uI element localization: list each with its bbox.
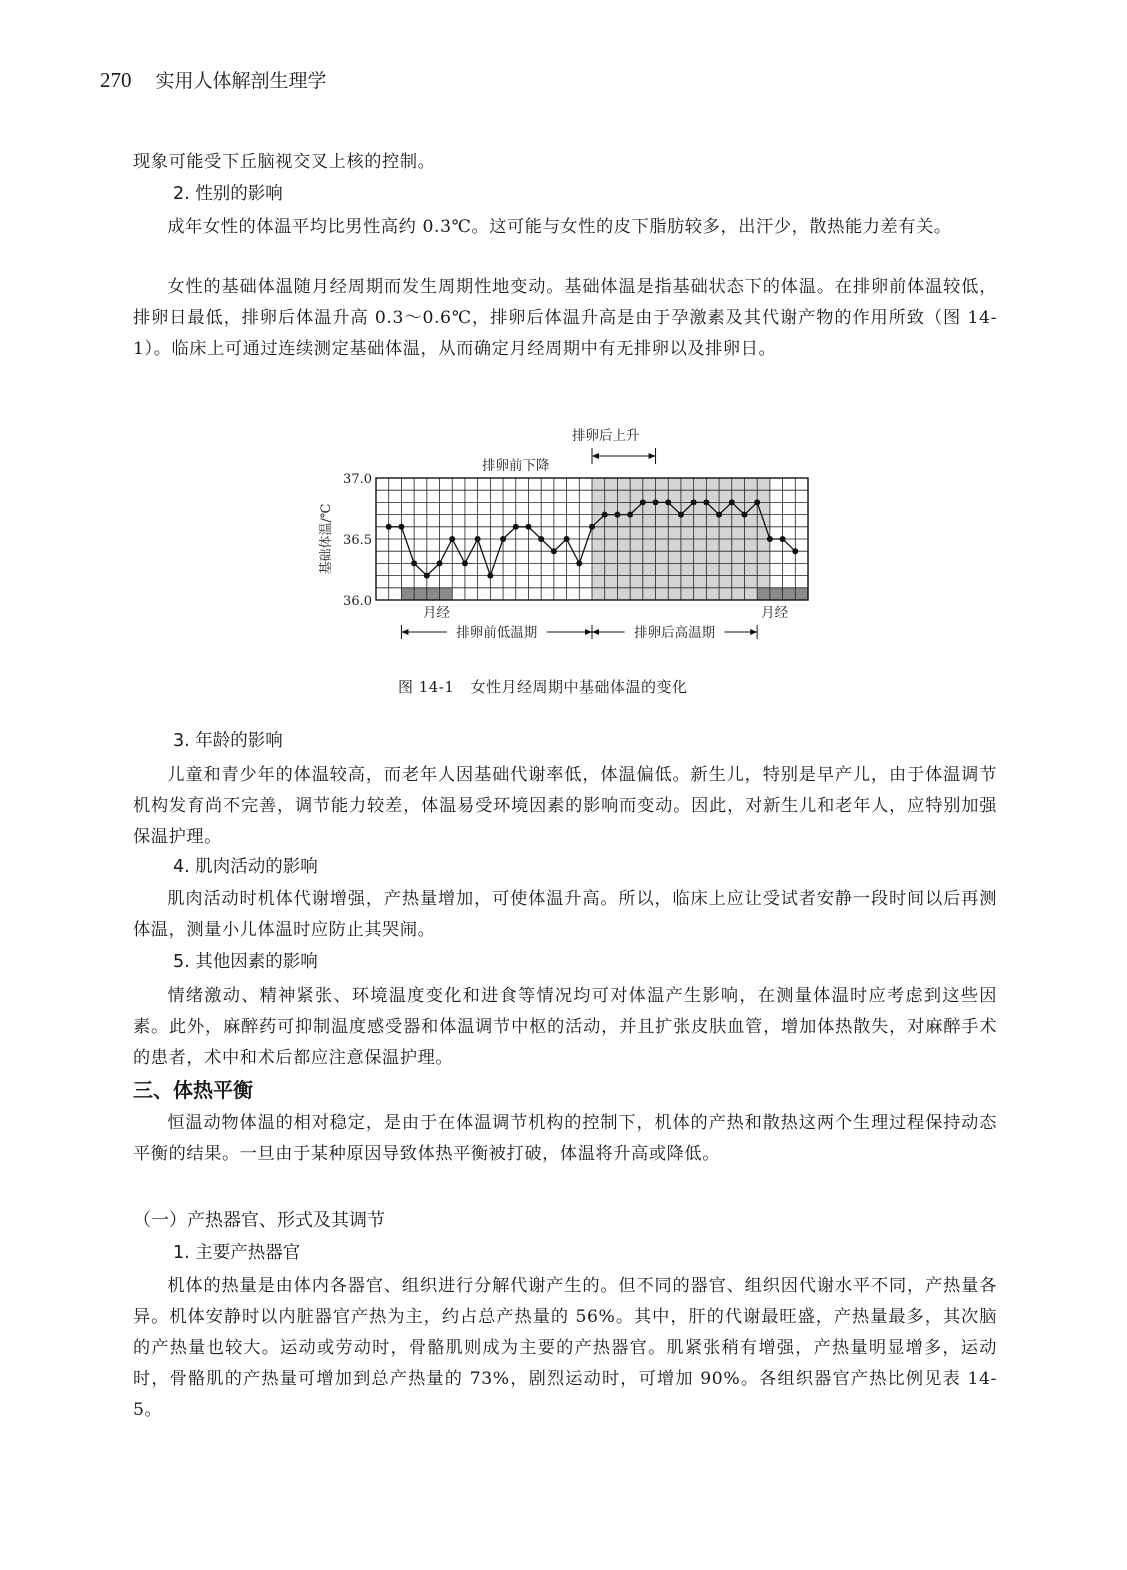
data-point [665,499,671,505]
data-point [792,548,798,554]
heading-muscle-influence: 4. 肌肉活动的影响 [173,857,318,877]
annotation-post-ovulation-rise: 排卵后上升 [571,428,640,444]
annotation-menses-right: 月经 [761,605,789,621]
y-tick-label: 36.5 [343,533,372,548]
data-point [614,512,620,518]
paragraph-basal-temperature: 女性的基础体温随月经周期而发生周期性地变动。基础体温是指基础状态下的体温。在排卵前体温较低，排卵日最低，排卵后体温升高 0.3～0.6℃，排卵后体温升高是由于孕激素及其代谢产物的作用所致（图 14-1）。临床上可通过连续测定基础体温，从而确定月经周期中有无排卵以及排卵日。 [133,277,997,359]
figure-caption [398,676,703,697]
paragraph-heat-balance: 恒温动物体温的相对稳定，是由于在体温调节机构的控制下，机体的产热和散热这两个生理过程保持动态平衡的结果。一旦由于某种原因导致体热平衡被打破，体温将升高或降低。 [133,1113,997,1164]
arrow-head [585,629,592,635]
paragraph-muscle: 肌肉活动时机体代谢增强，产热量增加，可使体温升高。所以，临床上应让受试者安静一段时间以后再测体温，测量小儿体温时应防止其哭闹。 [133,889,997,940]
arrow-head [750,629,757,635]
figure-title: 女性月经周期中基础体温的变化 [470,678,688,696]
data-point [564,536,570,542]
heading-age-influence: 3. 年龄的影响 [173,731,283,751]
paragraph-continuation: 现象可能受下丘脑视交叉上核的控制。 [133,152,436,172]
data-point [487,573,493,579]
data-point [424,573,430,579]
heading-main-heat-organs: 1. 主要产热器官 [173,1243,301,1263]
data-point [500,536,506,542]
data-point [538,536,544,542]
data-point [525,524,531,530]
annotation-low-phase: 排卵前低温期 [456,625,538,641]
data-point [767,536,773,542]
data-point [716,512,722,518]
arrow-head [592,453,599,459]
paragraph-other-factors: 情绪激动、精神紧张、环境温度变化和进食等情况均可对体温产生影响，在测量体温时应考虑到这些因素。此外，麻醉药可抑制温度感受器和体温调节中枢的活动，并且扩张皮肤血管，增加体热散失，对麻醉手术的患者，术中和术后都应注意保温护理。 [133,986,997,1068]
data-point [576,560,582,566]
section-heading-heat-balance: 三、体热平衡 [133,1078,253,1102]
subsection-heading-heat-production: （一）产热器官、形式及其调节 [133,1210,385,1231]
annotation-menses-left: 月经 [423,605,451,621]
heading-sex-influence: 2. 性别的影响 [173,184,283,204]
data-point [386,524,392,530]
data-point [602,512,608,518]
y-tick-label: 36.0 [343,594,372,609]
data-point [703,499,709,505]
data-point [653,499,659,505]
annotation-pre-ovulation-drop: 排卵前下降 [482,458,550,474]
data-point [691,499,697,505]
heading-other-factors: 5. 其他因素的影响 [173,952,318,972]
paragraph-age: 儿童和青少年的体温较高，而老年人因基础代谢率低，体温偏低。新生儿，特别是早产儿，由于体温调节机构发育尚不完善，调节能力较差，体温易受环境因素的影响而变动。因此，对新生儿和老年人，应特别加强保温护理。 [133,765,997,847]
data-point [754,499,760,505]
arrow-head [592,629,599,635]
data-point [513,524,519,530]
data-point [411,560,417,566]
data-point [729,499,735,505]
arrow-head [649,453,656,459]
paragraph-sex-difference: 成年女性的体温平均比男性高约 0.3℃。这可能与女性的皮下脂肪较多，出汗少，散热能力差有关。 [167,217,952,237]
data-point [741,512,747,518]
data-point [589,524,595,530]
data-point [627,512,633,518]
data-point [398,524,404,530]
figure-number: 图 14-1 [398,678,455,696]
running-header [100,66,327,93]
annotation-high-phase: 排卵后高温期 [634,625,716,641]
book-title: 实用人体解剖生理学 [155,70,327,92]
data-point [640,499,646,505]
y-tick-label: 37.0 [343,472,372,487]
page-number: 270 [100,68,132,92]
y-axis-label: 基础体温/℃ [319,503,334,575]
basal-temperature-chart [300,420,830,660]
data-point [462,560,468,566]
arrow-head [401,629,408,635]
data-point [678,512,684,518]
data-point [437,560,443,566]
data-point [449,536,455,542]
data-point [780,536,786,542]
paragraph-heat-organs: 机体的热量是由体内各器官、组织进行分解代谢产生的。但不同的器官、组织因代谢水平不同，产热量各异。机体安静时以内脏器官产热为主，约占总产热量的 56%。其中，肝的代谢最旺盛，产热量最多，其次脑的产热量也较大。运动或劳动时，骨骼肌则成为主要的产热器官。肌紧张稍有增强，产热量明显增多，运动时，骨骼肌的产热量可增加到总产热量的 73%，剧烈运动时，可增加 90%。各组织器官产热比例见表 14-5。 [133,1276,997,1420]
data-point [475,536,481,542]
data-point [551,548,557,554]
